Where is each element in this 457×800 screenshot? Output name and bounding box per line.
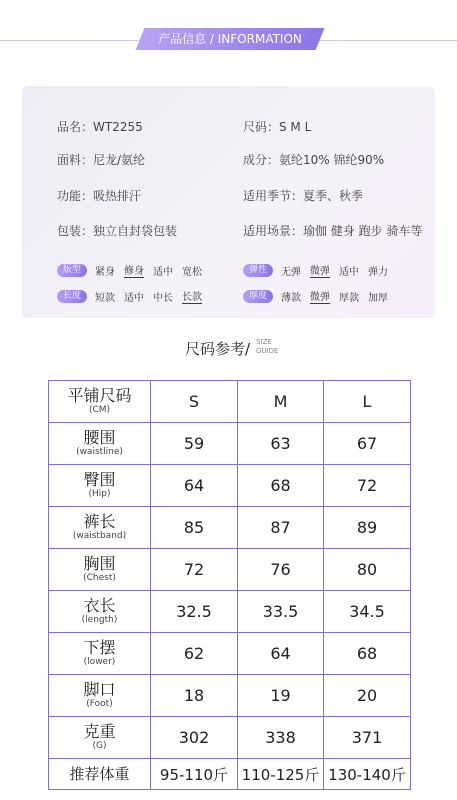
tag-option-thickness-0: 薄款 <box>281 292 302 304</box>
row-label-cn: 臀围 <box>83 470 116 490</box>
table-cell: 68 <box>238 465 324 507</box>
info-fabric: 面料：尼龙/氨纶 <box>57 153 146 167</box>
table-cell: 33.5 <box>238 591 324 633</box>
table-cell: 68 <box>324 633 411 675</box>
tag-row-length <box>57 288 211 304</box>
row-label-cn: 克重 <box>83 722 116 742</box>
table-cell: 80 <box>324 549 411 591</box>
table-cell: 19 <box>238 675 324 717</box>
row-label-en: (waistband) <box>72 531 127 542</box>
table-cell: 76 <box>238 549 324 591</box>
tag-option-thickness-3: 加厚 <box>368 292 389 304</box>
row-label-cn: 脚口 <box>83 680 116 700</box>
info-composition: 成分：氨纶10% 锦纶90% <box>243 153 385 167</box>
info-function: 功能：吸热排汗 <box>57 189 142 203</box>
tag-pill-thickness: 厚度 <box>243 290 273 303</box>
row-label-en: (waistline) <box>76 447 123 458</box>
size-table-header-row <box>49 381 411 423</box>
row-label-cn: 腰围 <box>83 428 116 448</box>
table-cell: 62 <box>151 633 238 675</box>
tag-option-elastic-3: 弹力 <box>368 266 389 278</box>
table-row <box>49 675 411 717</box>
table-cell: 64 <box>151 465 238 507</box>
table-cell: 72 <box>151 549 238 591</box>
table-cell: 85 <box>151 507 238 549</box>
tag-pill-fit: 版型 <box>57 264 87 277</box>
table-cell: 34.5 <box>324 591 411 633</box>
table-cell: 20 <box>324 675 411 717</box>
row-label-cell <box>49 549 151 591</box>
row-label-cell <box>49 759 151 790</box>
tag-pill-length: 长度 <box>57 290 87 303</box>
row-label-cn: 衣长 <box>83 596 116 616</box>
row-label-cell <box>49 591 151 633</box>
header-size-cell: L <box>324 381 411 423</box>
row-label-cn: 裤长 <box>83 512 116 532</box>
table-cell: 338 <box>238 717 324 759</box>
header-label-cell <box>49 381 151 423</box>
table-cell: 87 <box>238 507 324 549</box>
tag-row-fit <box>57 262 211 278</box>
row-label-cn: 下摆 <box>83 638 116 658</box>
info-scene: 适用场景：瑜伽 健身 跑步 骑车等 <box>243 224 423 238</box>
table-cell: 110-125斤 <box>238 759 324 790</box>
row-label-en: (G) <box>92 741 107 752</box>
table-cell: 371 <box>324 717 411 759</box>
table-cell: 59 <box>151 423 238 465</box>
row-label-cell <box>49 633 151 675</box>
tag-option-length-0: 短款 <box>95 292 116 304</box>
header-size-cell: M <box>238 381 324 423</box>
info-packaging: 包装：独立自封袋包装 <box>57 224 178 238</box>
row-label-cell <box>49 675 151 717</box>
table-row <box>49 591 411 633</box>
info-name: 品名：WT2255 <box>57 120 143 134</box>
row-label-en: (Foot) <box>86 699 113 710</box>
row-label-en: (lower) <box>83 657 116 668</box>
table-cell: 89 <box>324 507 411 549</box>
tag-option-length-2: 中长 <box>153 292 174 304</box>
tag-option-fit-1: 修身 <box>124 262 144 278</box>
table-cell: 130-140斤 <box>324 759 411 790</box>
size-section-subtitle <box>256 338 278 356</box>
header-size-cell: S <box>151 381 238 423</box>
table-row <box>49 549 411 591</box>
tag-option-fit-0: 紧身 <box>95 266 116 278</box>
tag-option-length-1: 适中 <box>124 292 145 304</box>
row-label-en: (CM) <box>88 405 111 415</box>
row-label-cell <box>49 465 151 507</box>
table-cell: 95-110斤 <box>151 759 238 790</box>
info-season: 适用季节：夏季、秋季 <box>243 189 364 203</box>
tag-option-elastic-2: 适中 <box>339 266 360 278</box>
tag-option-fit-2: 适中 <box>153 266 174 278</box>
size-table <box>48 380 411 790</box>
tag-option-elastic-0: 无弹 <box>281 266 302 278</box>
row-label-cell <box>49 423 151 465</box>
table-row <box>49 507 411 549</box>
size-section-title: 尺码参考/ <box>185 340 251 358</box>
info-size: 尺码：S M L <box>243 120 312 134</box>
row-label-cell <box>49 717 151 759</box>
table-row <box>49 465 411 507</box>
tag-option-thickness-1: 微弹 <box>310 288 330 304</box>
tag-pill-elastic: 弹性 <box>243 264 273 277</box>
table-cell: 18 <box>151 675 238 717</box>
size-sub-line2: GUIDE <box>256 347 279 355</box>
tag-row-elastic <box>243 262 397 278</box>
table-cell: 302 <box>151 717 238 759</box>
tag-row-thickness <box>243 288 397 304</box>
table-cell: 63 <box>238 423 324 465</box>
row-label-en: (Chest) <box>83 573 116 584</box>
table-cell: 67 <box>324 423 411 465</box>
table-row <box>49 759 411 790</box>
row-label-cn: 胸围 <box>83 554 116 574</box>
tag-option-fit-3: 宽松 <box>182 266 203 278</box>
tag-option-thickness-2: 厚款 <box>339 292 360 304</box>
table-cell: 64 <box>238 633 324 675</box>
row-label-en: (Hip) <box>88 489 111 500</box>
row-label-cell <box>49 507 151 549</box>
header-banner-title: 产品信息 / INFORMATION <box>158 32 302 46</box>
table-cell: 32.5 <box>151 591 238 633</box>
table-row <box>49 633 411 675</box>
table-row <box>49 717 411 759</box>
tag-option-elastic-1: 微弹 <box>310 262 330 278</box>
table-row <box>49 423 411 465</box>
row-label-cn: 平铺尺码 <box>67 386 132 405</box>
tag-option-length-3: 长款 <box>182 288 202 304</box>
size-sub-line1: SIZE <box>256 338 272 346</box>
table-cell: 72 <box>324 465 411 507</box>
row-label-cn: 推荐体重 <box>69 765 130 784</box>
row-label-en: (length) <box>81 615 118 626</box>
